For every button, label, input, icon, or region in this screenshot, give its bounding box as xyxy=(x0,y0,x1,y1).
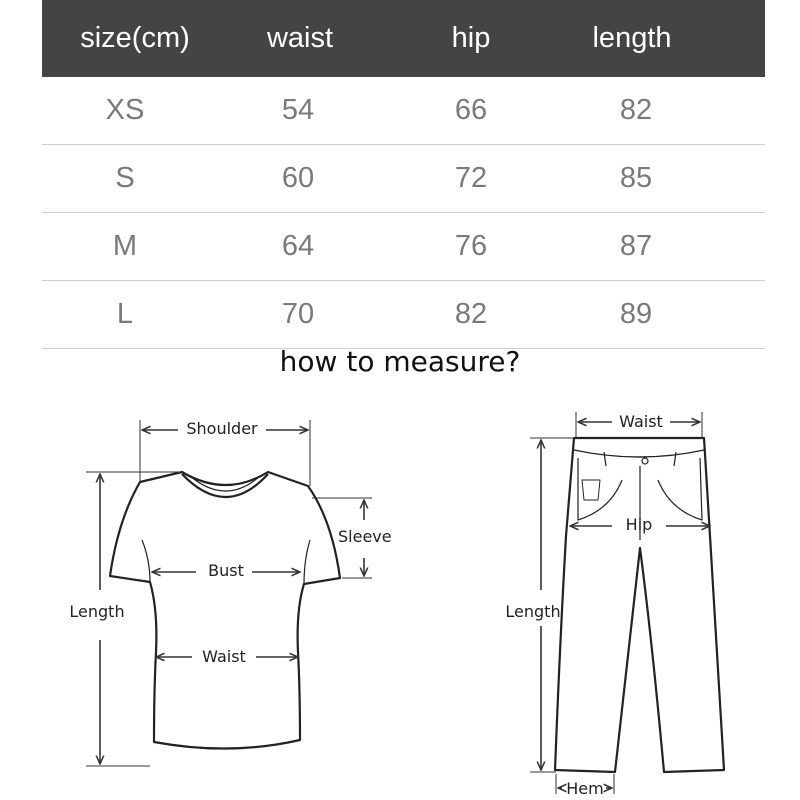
cell-size: XS xyxy=(105,94,145,126)
cell-hip: 66 xyxy=(454,94,488,126)
diagram-svg xyxy=(0,390,800,800)
table-row xyxy=(42,281,765,349)
tshirt-illustration xyxy=(110,472,340,749)
table-row xyxy=(42,145,765,213)
cell-hip: 82 xyxy=(454,298,488,330)
cell-waist: 70 xyxy=(281,298,315,330)
table-row xyxy=(42,213,765,281)
cell-size: M xyxy=(112,230,138,262)
tshirt-body xyxy=(110,472,340,749)
cell-size: S xyxy=(115,162,135,194)
measurement-diagram xyxy=(0,390,800,800)
cell-waist: 64 xyxy=(281,230,315,262)
header-waist: waist xyxy=(266,22,334,54)
table-row xyxy=(42,77,765,145)
table-header xyxy=(42,0,765,77)
pants-illustration xyxy=(555,438,724,772)
cell-length: 85 xyxy=(619,162,653,194)
tshirt-measurements xyxy=(86,420,372,766)
header-size: size(cm) xyxy=(80,22,190,54)
label-hip: Hip xyxy=(625,515,653,534)
cell-length: 87 xyxy=(619,230,653,262)
label-length-shirt: Length xyxy=(69,602,125,621)
cell-hip: 72 xyxy=(454,162,488,194)
label-waist-pants: Waist xyxy=(619,412,663,431)
label-sleeve: Sleeve xyxy=(338,527,392,546)
label-shoulder: Shoulder xyxy=(186,419,258,438)
label-length-pants: Length xyxy=(505,602,561,621)
cell-waist: 54 xyxy=(281,94,315,126)
cell-hip: 76 xyxy=(454,230,488,262)
cell-length: 89 xyxy=(619,298,653,330)
size-table xyxy=(42,0,765,349)
label-hem: Hem xyxy=(566,779,604,798)
label-waist-shirt: Waist xyxy=(202,647,246,666)
cell-size: L xyxy=(116,298,134,330)
measure-title: how to measure? xyxy=(279,345,521,378)
cell-length: 82 xyxy=(619,94,653,126)
header-length: length xyxy=(592,22,672,54)
cell-waist: 60 xyxy=(281,162,315,194)
label-bust: Bust xyxy=(208,561,244,580)
header-hip: hip xyxy=(451,22,491,54)
pants-waistband xyxy=(574,450,704,457)
